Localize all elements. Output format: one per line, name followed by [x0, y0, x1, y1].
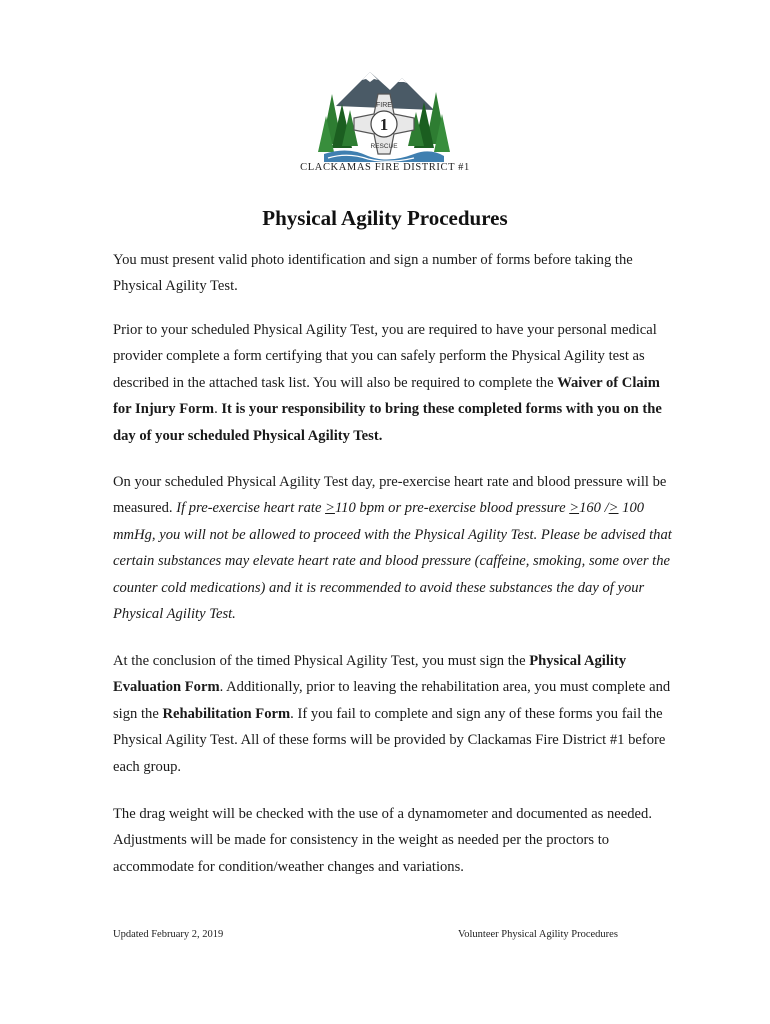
italic-segment: 100 mmHg, you will not be allowed to proceed with the Physical Agility Test. Please be advised that certain substances may elevate heart rate and blood pressure (caffeine, smoking, some over the counter cold medications) and it is recommended to avoid these substances the day of your Physical Agility Test.	[113, 500, 672, 623]
underlined-symbol: >	[608, 500, 619, 517]
text-segment: . If you fail to complete and sign any of these forms you fail the Physical Agility Test. All of these forms will be provided by Clackamas Fire District #1 before each group.	[113, 705, 666, 775]
logo-bottom-text: RESCUE	[370, 143, 398, 150]
text-segment: .	[214, 401, 222, 418]
logo-number: 1	[379, 115, 389, 134]
text-segment: On your scheduled Physical Agility Test day, pre-exercise heart rate and blood pressure will be measured.	[113, 474, 667, 517]
underlined-symbol: >	[569, 500, 580, 517]
underlined-symbol: >	[325, 500, 335, 517]
bold-waiver-form: Waiver of Claim for Injury Form	[113, 374, 660, 418]
bold-responsibility-note: It is your responsibility to bring these completed forms with you on the day of your scheduled Physical Agility Test.	[113, 401, 662, 444]
district-name: CLACKAMAS FIRE DISTRICT #1	[300, 162, 470, 173]
paragraph-heart-rate	[113, 469, 673, 627]
paragraph-evaluation-forms	[113, 648, 673, 780]
text-segment: At the conclusion of the timed Physical Agility Test, you must sign the	[113, 653, 530, 669]
paragraph-identification: You must present valid photo identification and sign a number of forms before taking the Physical Agility Test.	[113, 252, 633, 295]
paragraph-drag-weight: The drag weight will be checked with the use of a dynamometer and documented as needed. Adjustments will be made for consistency in the weight as needed per the proctors to accommodate for condition/weather changes and variations.	[113, 806, 652, 875]
italic-segment: If pre-exercise heart rate	[176, 500, 326, 517]
italic-segment: 110 bpm or pre-exercise blood pressure	[334, 500, 570, 517]
paragraph-medical-forms	[113, 317, 673, 449]
page-title: Physical Agility Procedures	[262, 206, 508, 230]
footer-updated-date: Updated February 2, 2019	[113, 929, 224, 940]
bold-rehabilitation-form: Rehabilitation Form	[162, 705, 291, 722]
logo-top-text: FIRE	[376, 102, 392, 109]
bold-evaluation-form: Physical Agility Evaluation Form	[113, 653, 627, 696]
text-segment: Prior to your scheduled Physical Agility Test, you are required to have your personal medical provider complete a form certifying that you can safely perform the Physical Agility test as described in the attached task list. You will also be required to complete the	[113, 322, 657, 391]
italic-segment: 160 /	[579, 500, 609, 517]
text-segment: . Additionally, prior to leaving the rehabilitation area, you must complete and sign the	[113, 679, 671, 722]
footer-document-name: Volunteer Physical Agility Procedures	[458, 929, 618, 940]
fire-district-logo	[318, 66, 450, 164]
